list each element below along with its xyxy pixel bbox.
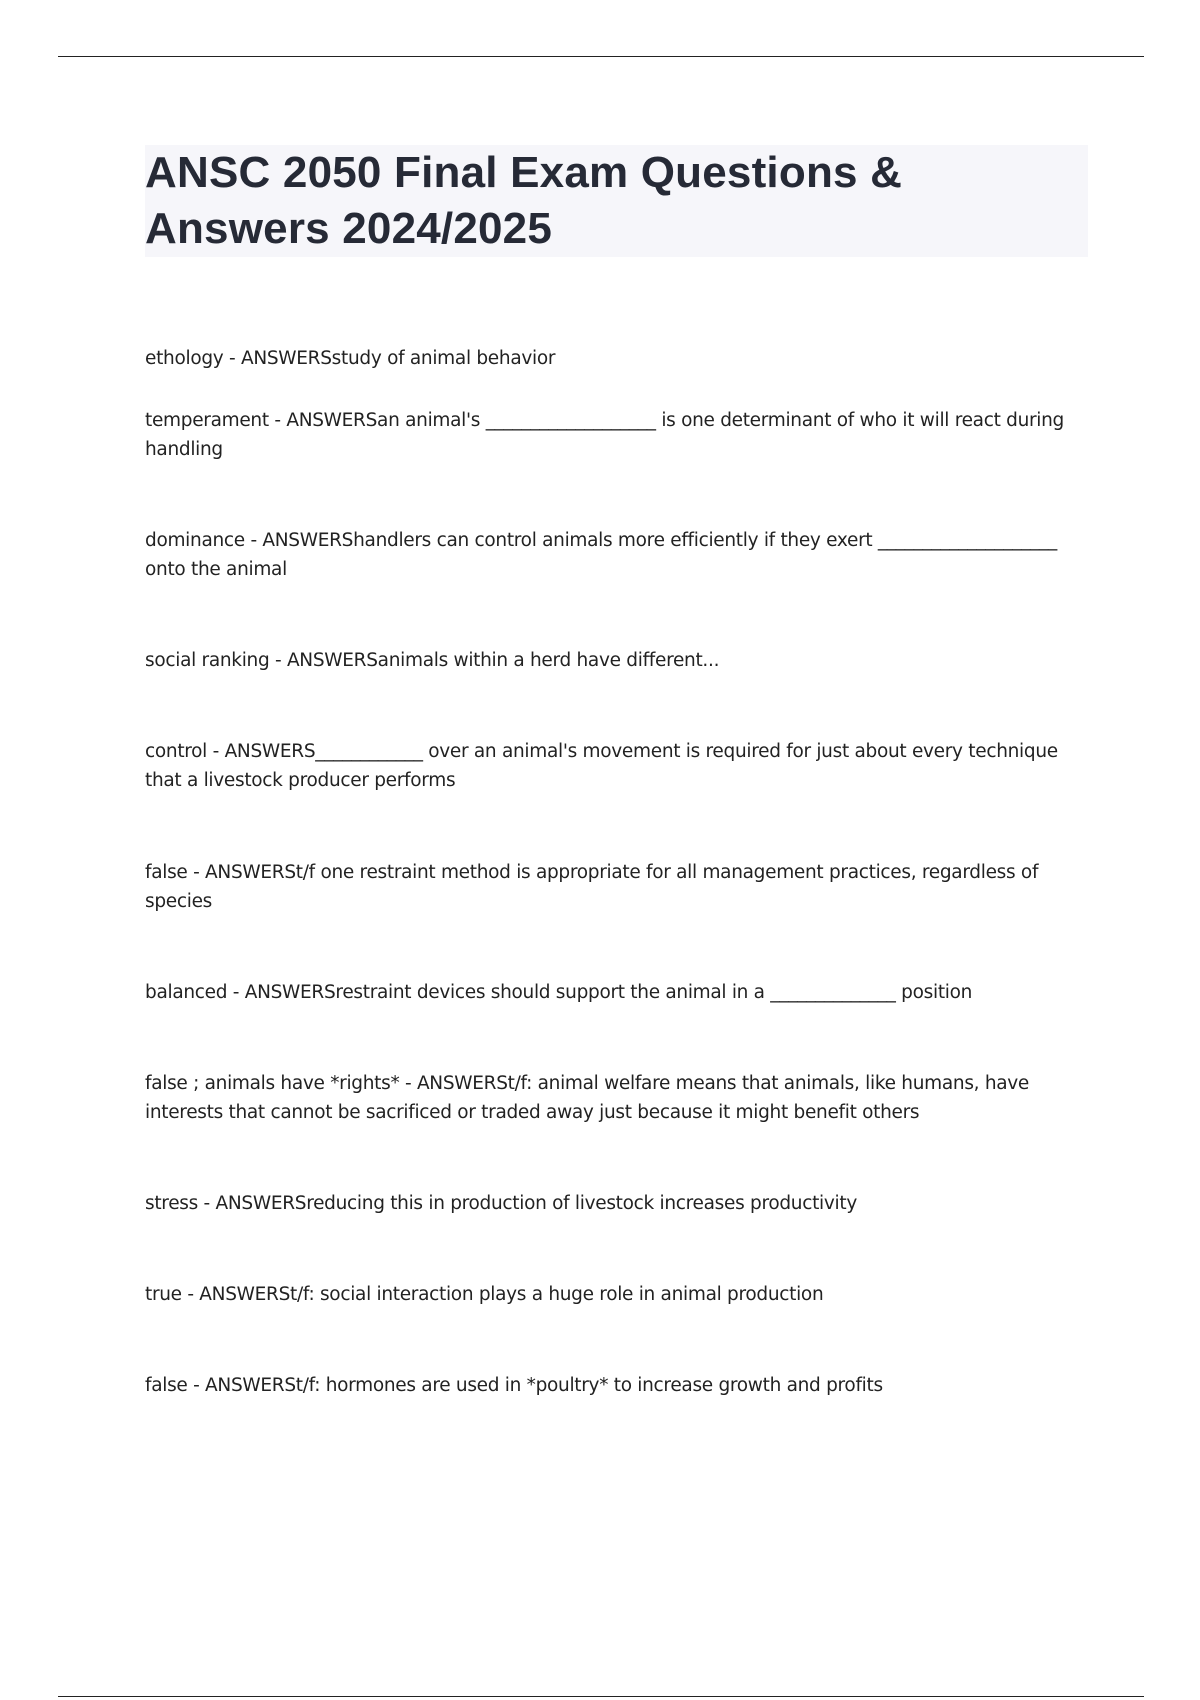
qa-item: dominance - ANSWERShandlers can control animals more efficiently if they exert ____________________ onto the animal bbox=[145, 530, 1057, 580]
qa-item: temperament - ANSWERSan animal's ___________________ is one determinant of who it will react during handling bbox=[145, 410, 1065, 460]
qa-item: stress - ANSWERSreducing this in production of livestock increases productivity bbox=[145, 1193, 857, 1214]
footer-rule bbox=[58, 1696, 1144, 1697]
qa-item: social ranking - ANSWERSanimals within a herd have different... bbox=[145, 650, 720, 671]
qa-item: false - ANSWERSt/f: hormones are used in *poultry* to increase growth and profits bbox=[145, 1375, 883, 1396]
qa-item: false ; animals have *rights* - ANSWERSt/f: animal welfare means that animals, like humans, have interests that cannot be sacrificed or traded away just because it might benefit others bbox=[145, 1073, 1030, 1123]
header-rule bbox=[58, 56, 1144, 57]
qa-list bbox=[145, 344, 1090, 1400]
qa-item: false - ANSWERSt/f one restraint method is appropriate for all management practices, regardless of species bbox=[145, 862, 1039, 912]
document-title: ANSC 2050 Final Exam Questions & Answers 2024/2025 bbox=[145, 148, 903, 253]
title-block bbox=[145, 145, 1088, 257]
qa-item: true - ANSWERSt/f: social interaction plays a huge role in animal production bbox=[145, 1284, 824, 1305]
qa-item: control - ANSWERS____________ over an animal's movement is required for just about every technique that a livestock producer performs bbox=[145, 741, 1058, 791]
qa-item: balanced - ANSWERSrestraint devices should support the animal in a ______________ position bbox=[145, 982, 973, 1003]
qa-item: ethology - ANSWERSstudy of animal behavior bbox=[145, 348, 556, 369]
